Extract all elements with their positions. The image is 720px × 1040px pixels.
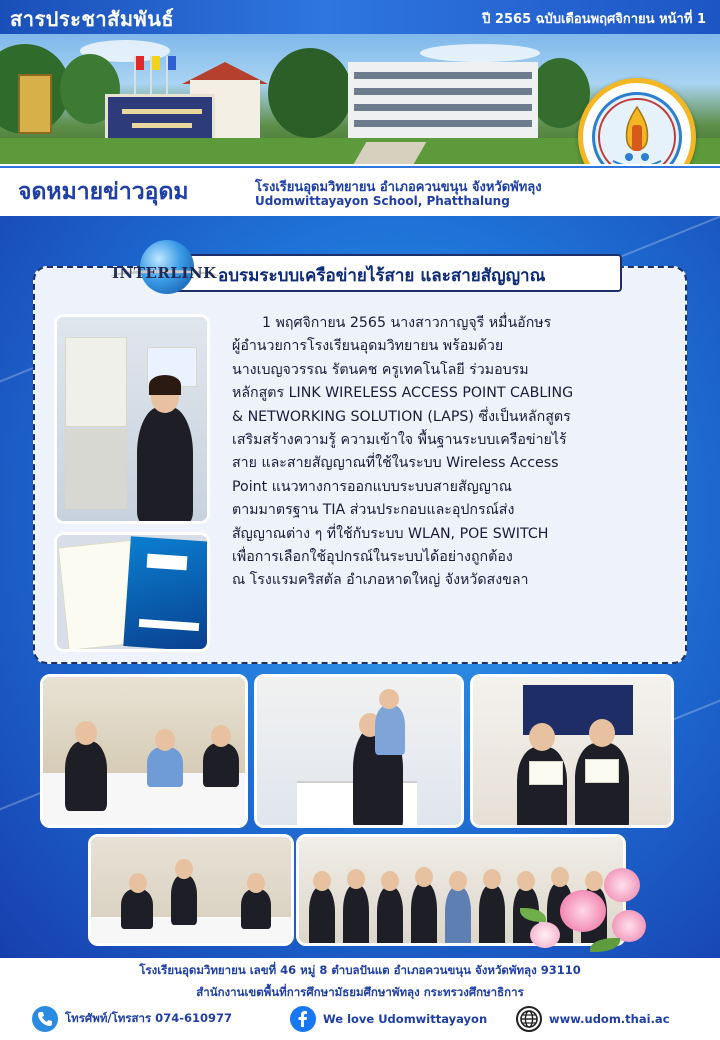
article-body	[232, 312, 658, 593]
article-body-line: ผู้อำนวยการโรงเรียนอุดมวิทยายน พร้อมด้วย	[232, 338, 504, 355]
article-body-line: ณ โรงแรมคริสตัล อำเภอหาดใหญ่ จังหวัดสงขลา	[232, 572, 529, 589]
masthead-divider	[0, 166, 720, 168]
decorative-roses	[520, 860, 650, 955]
school-name-thai: โรงเรียนอุดมวิทยายน อำเภอควนขนุน จังหวัดพัทลุง	[255, 180, 542, 195]
interlink-logo-text: INTERLINK	[112, 264, 217, 282]
school-address: โรงเรียนอุดมวิทยายน เลขที่ 46 หมู่ 8 ตำบลปันแต อำเภอควนขนุน จังหวัดพัทลุง 93110	[139, 963, 581, 977]
article-body-line: หลักสูตร LINK WIRELESS ACCESS POINT CABLING	[232, 385, 574, 402]
photo-training-room	[40, 674, 248, 828]
website-contact[interactable]	[516, 1006, 670, 1032]
issue-info: ปี 2565 ฉบับเดือนพฤศจิกายน หน้าที่ 1	[482, 12, 706, 27]
article-headline: อบรมระบบเครือข่ายไร้สาย และสายสัญญาณ	[218, 266, 546, 286]
article-body-line: สัญญาณต่าง ๆ ที่ใช้กับระบบ WLAN, POE SWITCH	[232, 525, 549, 542]
facebook-icon	[290, 1006, 316, 1032]
interlink-logo	[110, 240, 220, 300]
photo-course-materials	[54, 532, 210, 652]
phone-icon	[32, 1006, 58, 1032]
phone-contact	[32, 1006, 232, 1032]
article-body-line: & NETWORKING SOLUTION (LAPS) ซึ่งเป็นหลักสูตร	[232, 408, 571, 425]
facebook-contact[interactable]	[290, 1006, 487, 1032]
newsletter-title: จดหมายข่าวอุดม	[18, 179, 189, 205]
photo-registration-signing	[254, 674, 464, 828]
website-text: www.udom.thai.ac	[549, 1012, 670, 1026]
facebook-text: We love Udomwittayayon	[323, 1012, 488, 1026]
article-body-line: Point แนวทางการออกแบบระบบสายสัญญาณ	[232, 478, 512, 495]
article-body-line: 1 พฤศจิกายน 2565 นางสาวกาญจุรี หมื่นอักษร	[262, 315, 552, 331]
school-name-english: Udomwittayayon School, Phatthalung	[255, 194, 510, 208]
article-body-line: เพื่อการเลือกใช้อุปกรณ์ในระบบได้อย่างถูกต้อง	[232, 549, 513, 566]
publication-title: สารประชาสัมพันธ์	[10, 7, 175, 31]
photo-trainee-with-banner	[54, 314, 210, 524]
phone-text: โทรศัพท์/โทรสาร 074-610977	[65, 1011, 232, 1025]
article-body-line: นางเบญจวรรณ รัตนคช ครูเทคโนโลยี ร่วมอบรม	[232, 361, 529, 378]
article-body-line: สาย และสายสัญญาณที่ใช้ในระบบ Wireless Access	[232, 455, 559, 472]
article-body-line: ตามมาตรฐาน TIA ส่วนประกอบและอุปกรณ์ส่ง	[232, 502, 515, 519]
globe-icon	[516, 1006, 542, 1032]
article-body-line: เสริมสร้างความรู้ ความเข้าใจ พื้นฐานระบบเครือข่ายไร้	[232, 432, 567, 449]
education-office: สำนักงานเขตพื้นที่การศึกษามัธยมศึกษาพัทลุง กระทรวงศึกษาธิการ	[196, 985, 524, 999]
photo-certificates-pair	[470, 674, 674, 828]
photo-participants-seated	[88, 834, 294, 946]
